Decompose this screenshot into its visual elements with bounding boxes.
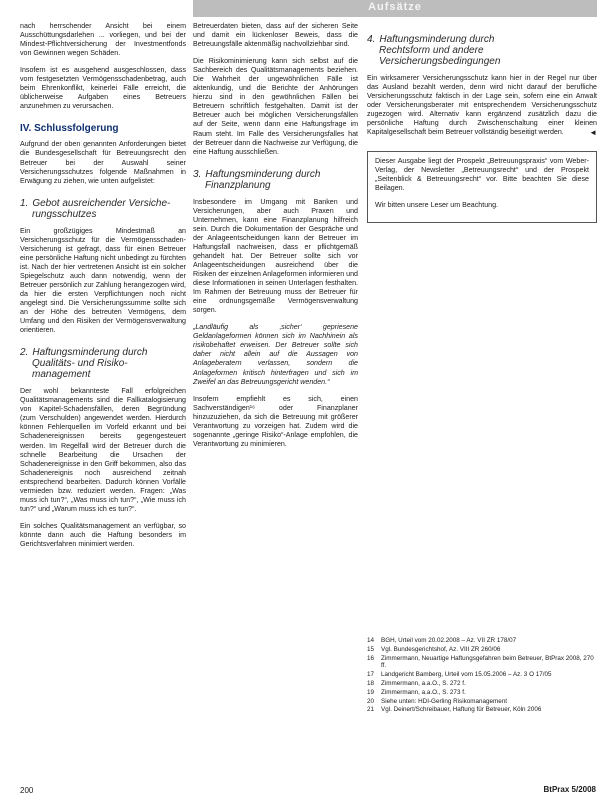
footnote-number: 21	[367, 706, 375, 714]
paragraph: Die Risikominimierung kann sich selbst auf die Sachbereich des Qualitätsmanagements beziehen. Die Wahrheit der ungewöhnlichen Fälle ist aktenkundig, und die Berichte der Anhörungen hierzu sind in den gewöhnlichen Fällen bei Betreuern schriftlich festgehalten. Damit ist der Betreuer auch bei möglichen Versicherungsfällen auf der Seite, wenn dann eine Haftungsfrage im Raum steht. Im Falle des Versicherungsfalles hat der Betreuer dann die Nachweise zur Verfügung, die eine Haftung ausschließen.	[193, 57, 358, 156]
footnote-text: Vgl. Bundesgerichtshof, Az. VIII ZR 260/06	[381, 645, 501, 653]
footnote-number: 14	[367, 637, 375, 644]
subheading-text: Versicherungsbedingungen	[379, 56, 501, 67]
column-2	[193, 22, 358, 457]
subheading-1	[20, 198, 186, 220]
footnote-number: 17	[367, 671, 375, 679]
subheading-3	[193, 169, 358, 191]
insert-notice-box	[367, 151, 597, 222]
footnote	[367, 646, 597, 654]
paragraph: Ein solches Qualitätsmanagement an verfügbar, so könnte dann auch die Haftung besonders im Gerichtsverfahren minimiert werden.	[20, 521, 186, 548]
subheading-number: 3.	[193, 168, 202, 180]
footnote-number: 19	[367, 688, 375, 696]
section-heading-conclusion: IV. Schlussfolgerung	[20, 123, 119, 135]
subheading-number: 4.	[367, 34, 376, 45]
footnote-text: Zimmermann, a.a.O., S. 273 f.	[381, 688, 466, 696]
footnotes-list	[367, 637, 597, 715]
footnote-number: 16	[367, 654, 375, 662]
paragraph: Aufgrund der oben genannten Anforderungen bietet die Bundesgesellschaft für Betreuungsrecht den Betreuer bei der Auswahl seiner Versicherungsschutzes folgende Maßnahmen in Erwägung zu ziehen, wie unten aufgelistet:	[20, 140, 186, 185]
paragraph: Der wohl bekannteste Fall erfolgreichen Qualitätsmanagements sind die Fallkatalogisierung von Kapitel-Schadensfällen, deren Begründung (zum Verschulden) angewendet werden. Hierdurch können Fehlerquellen im Vorfeld erkannt und bei Schadenereignissen bereits gegengesteuert werden. Im Regelfall wird der Betreuer durch die schnelle Bearbeitung die Ursachen der Schadenereignisse in den Griff bekommen, also das Schadenereignis noch ausreichend zeitnah entsprechend bearbeiten. Dadurch können Vorfälle vermieden bzw. reduziert werden. Fragen: „Was muss ich tun?“, „Was muss ich tun?“, „Wie muss ich tun?“ und „Warum muss ich es tun?“.	[20, 387, 186, 513]
subheading-text: management	[32, 369, 91, 381]
paragraph	[367, 74, 597, 137]
footnote-text: Zimmermann, Neuartige Haftungsgefahren beim Betreuer, BtPrax 2008, 270 ff.	[381, 654, 594, 670]
subheading-number: 1.	[20, 197, 29, 209]
subheading-2	[20, 347, 186, 380]
section-header-band	[193, 0, 597, 17]
footnote-text: BGH, Urteil vom 20.02.2008 – Az. VII ZR 178/07	[381, 637, 517, 644]
paragraph: Betreuerdaten bieten, dass auf der sicheren Seite und damit ein lückenloser Beweis, dass die Betreuungsfälle aktenmäßig nachvollziehbar sind.	[193, 22, 358, 49]
footnote-text: Vgl. Deinert/Schreibauer, Haftung für Betreuer, Köln 2006	[381, 706, 542, 714]
footnote-text: Landgericht Bamberg, Urteil vom 15.05.2006 – Az. 3 O 17/05	[381, 671, 552, 679]
column-1	[20, 22, 186, 557]
footnote	[367, 671, 597, 679]
subheading-text: Finanzplanung	[205, 179, 271, 191]
footnote	[367, 655, 597, 671]
page-number: 200	[20, 786, 34, 795]
subheading-text: Haftungsminderung durch	[379, 34, 495, 45]
paragraph: Insofern ist es ausgehend ausgeschlossen, dass vom festgesetzten Vermögensschadenbetrag, auch beim Ehrenkonflikt, keinerlei Fälle erreicht, die üblicherweise Aufgaben eines Betreuers anzunehmen zu verursachen.	[20, 66, 186, 111]
footnote-text: Siehe unten: HDI-Gerling Risikomanagement	[381, 697, 507, 705]
footnote-text: Zimmermann, a.a.O., S. 272 f.	[381, 679, 466, 687]
notice-text: Dieser Ausgabe liegt der Prospekt „Betreuungspraxis“ vom Weber-Verlag, der Newsletter „Betreuungsrecht“ und der Prospekt „Seitenblick & Betreuungsrecht“ vor. Bitte beachten Sie diese Beilagen.	[375, 157, 589, 193]
footnote	[367, 637, 597, 645]
subheading-text: Haftungsminderung durch	[32, 347, 148, 359]
subheading-text: Gebot ausreichender Versiche-	[32, 197, 171, 209]
subheading-text: rungsschutzes	[32, 208, 97, 220]
notice-text: Wir bitten unsere Leser um Beachtung.	[375, 200, 499, 209]
paragraph: Insofern empfiehlt es sich, einen Sachverständigen¹⁶ oder Finanzplaner hinzuzuziehen, da sich die Betreuung mit größerer Verantwortung zu vorzeigen hat. Zudem wird die sogenannte „geringe Risiko“-Anlage empfohlen, die Verantwortung zu minimieren.	[193, 394, 358, 448]
footnote	[367, 680, 597, 688]
subheading-text: Haftungsminderung durch	[205, 168, 321, 180]
subheading-number: 2.	[20, 347, 29, 359]
paragraph-text: Ein wirksamerer Versicherungsschutz kann hier in der Regel nur über das Ausland bezahlt werden, denn wird nicht darauf der berufliche Versicherungsschutz faktisch in der Lage sein, sofern eine ein Anwalt oder Versicherungsberater mit entsprechendem Versicherungsschutz zugezogen wird. Alternativ kann ergänzend zusätzlich dazu die persönliche Haftung durch Zwischenschaltung einer kleinen Kapitalgesellschaft beim Betreuer vollständig beseitigt werden.	[367, 74, 597, 137]
emphasis-text: „Landläufig als ‚sicher‘ gepriesene Geldanlageformen können sich im Nachhinein als risikobehaftet erweisen. Der Betreuer sollte sich daher nicht allein auf die Aussagen von Anlageberatern verlassen, sondern die Anlageformen kritisch hinterfragen und sich im Zweifel an das Betreuungsgericht wenden.“	[193, 323, 358, 386]
paragraph-emphasis	[193, 323, 358, 386]
footnote	[367, 706, 597, 714]
journal-reference: BtPrax 5/2008	[543, 785, 596, 794]
section-header-label: Aufsätze	[368, 1, 422, 13]
footnote-number: 15	[367, 645, 375, 653]
subheading-text: Rechtsform und andere	[379, 45, 484, 56]
footnote	[367, 689, 597, 697]
paragraph: Insbesondere im Umgang mit Banken und Versicherungen, aber auch Praxen und Unternehmen, kann eine Finanzplanung hilfreich sein. Durch die Dokumentation der Gespräche und der Anlageentscheidungen kann der Betreuer im Haftungsfall nachweisen, dass er pflichtgemäß gehandelt hat. Der Betreuer sollte sich vor Anlageentscheidungen ausreichend über die Risiken der einzelnen Anlageformen informieren und diese Informationen in seinen Unterlagen festhalten. Im Rahmen der Betreuung muss der Betreuer für eine ordnungsgemäße Vermögensverwaltung sorgen.	[193, 197, 358, 315]
paragraph: Ein großzügiges Mindestmaß an Versicherungsschutz für die Vermögensschaden-Versicherung ist gefragt, dass für einen Betreuer eine persönliche Haftung nicht unbedingt zu fürchten ist. Nach der hier vertretenen Ansicht ist ein solcher Spiegelschutz auch dann notwendig, wenn der Betreuer persönlich zur Zahlung herangezogen wird, da hier die ersten Verpflichtungen noch nicht angelegt sind. Die Versicherungssumme sollte sich an der Höhe des betreuten Vermögens, dem Umfang und den Risiken der Vermögensverwaltung orientieren.	[20, 226, 186, 335]
footnote-number: 20	[367, 697, 375, 705]
subheading-4	[367, 34, 597, 67]
subheading-text: Qualitäts- und Risiko-	[32, 358, 128, 370]
end-of-article-marker: ◄	[589, 128, 597, 138]
footnote-number: 18	[367, 679, 375, 687]
footnote	[367, 698, 597, 706]
paragraph: nach herrschender Ansicht bei einem Ausschüttungsdarlehen ... vorliegen, und bei der Mindest-Pflichtversicherung der Investmentfonds von Gewinnen wegen Schäden.	[20, 22, 186, 58]
column-3	[367, 22, 597, 223]
